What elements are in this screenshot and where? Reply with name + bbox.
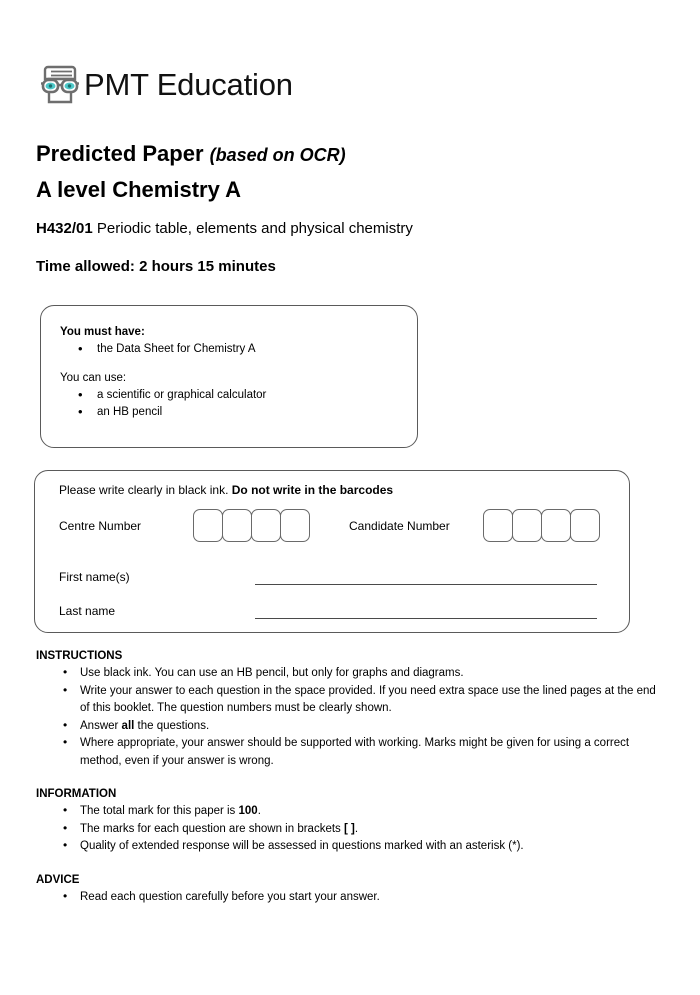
guidance-sections: [36, 648, 656, 906]
candidate-details-box: [34, 470, 630, 633]
book-with-glasses-icon: [34, 58, 86, 110]
list-item-tail: the questions.: [134, 719, 210, 732]
brand-header: [34, 58, 293, 110]
spacer: [36, 856, 656, 872]
paper-code: H432/01: [36, 220, 93, 237]
centre-number-label: Centre Number: [59, 519, 142, 533]
list-item: [36, 665, 656, 683]
list-item-text: The marks for each question are shown in brackets: [80, 822, 344, 835]
list-item-text: Read each question carefully before you start your answer.: [80, 890, 380, 903]
last-name-label: Last name: [59, 604, 116, 618]
centre-number-digit-2[interactable]: [222, 509, 252, 542]
list-item: • an HB pencil: [60, 404, 417, 421]
centre-number-digit-1[interactable]: [193, 509, 223, 542]
qualification-title: A level Chemistry A: [36, 177, 242, 202]
list-item-text: Where appropriate, your answer should be supported with working. Marks might be given for using a correct method, even if your answer is wrong.: [80, 737, 630, 767]
list-item: [36, 821, 656, 839]
list-item-emphasis: [ ]: [344, 822, 355, 835]
advice-section: [36, 872, 656, 907]
paper-subject-line: [36, 219, 666, 239]
number-entry-row: [59, 509, 629, 545]
can-use-heading: You can use:: [60, 372, 127, 384]
candidate-number-label: Candidate Number: [349, 519, 450, 533]
page-title-main: Predicted Paper: [36, 141, 204, 166]
list-item-emphasis: 100: [238, 805, 258, 817]
can-use-list: [60, 387, 417, 421]
advice-heading: ADVICE: [36, 873, 80, 886]
list-item-text: Use black ink. You can use an HB pencil, but only for graphs and diagrams.: [80, 667, 464, 679]
spacer: [36, 770, 656, 786]
information-heading: INFORMATION: [36, 788, 117, 800]
list-item: • a scientific or graphical calculator: [60, 387, 417, 404]
instructions-section: [36, 648, 656, 770]
candidate-number-digit-4[interactable]: [570, 509, 600, 542]
list-item: [36, 683, 656, 718]
materials-box: [40, 305, 418, 448]
barcode-note-plain: Please write clearly in black ink.: [59, 483, 232, 497]
information-list: [36, 803, 656, 856]
list-item: • the Data Sheet for Chemistry A: [60, 341, 417, 358]
brand-name: PMT Education: [84, 66, 293, 102]
barcode-note-bold: Do not write in the barcodes: [231, 483, 394, 497]
list-item-tail: .: [257, 805, 261, 817]
list-item: [36, 803, 656, 821]
list-item-emphasis: all: [121, 719, 135, 732]
candidate-number-digit-1[interactable]: [483, 509, 513, 542]
spacer: [60, 358, 417, 370]
list-item-text: Write your answer to each question in the space provided. If you need extra space use the lined pages at the end of this booklet. The question numbers must be clearly shown.: [80, 684, 656, 714]
paper-title-block: [36, 140, 666, 277]
list-item-text: The total mark for this paper is: [80, 805, 239, 817]
first-name-label: First name(s): [59, 570, 130, 584]
first-name-row: [59, 567, 607, 589]
centre-number-digit-3[interactable]: [251, 509, 281, 542]
page-title: [36, 140, 666, 169]
page-title-qualifier: (based on OCR): [209, 145, 346, 165]
list-item-text: Quality of extended response will be assessed in questions marked with an asterisk (*).: [80, 840, 524, 852]
candidate-number-input[interactable]: [483, 509, 599, 542]
candidate-number-digit-2[interactable]: [512, 509, 542, 542]
time-allowed: Time allowed: 2 hours 15 minutes: [36, 258, 276, 275]
list-item-text: Answer: [80, 719, 122, 732]
must-have-heading: You must have:: [60, 326, 145, 338]
paper-name: Periodic table, elements and physical chemistry: [96, 220, 413, 237]
list-item: [36, 838, 656, 856]
list-item: [36, 735, 656, 770]
instructions-list: [36, 665, 656, 770]
instructions-heading: INSTRUCTIONS: [36, 650, 123, 662]
advice-list: [36, 889, 656, 907]
list-item-tail: .: [354, 822, 359, 835]
centre-number-digit-4[interactable]: [280, 509, 310, 542]
list-item: [36, 889, 656, 907]
information-section: [36, 786, 656, 856]
barcode-note: [59, 482, 393, 498]
first-name-field[interactable]: [255, 584, 597, 585]
last-name-field[interactable]: [255, 618, 597, 619]
candidate-number-digit-3[interactable]: [541, 509, 571, 542]
last-name-row: [59, 601, 607, 623]
must-have-list: [60, 341, 417, 358]
list-item: [36, 718, 656, 736]
centre-number-input[interactable]: [193, 509, 309, 542]
